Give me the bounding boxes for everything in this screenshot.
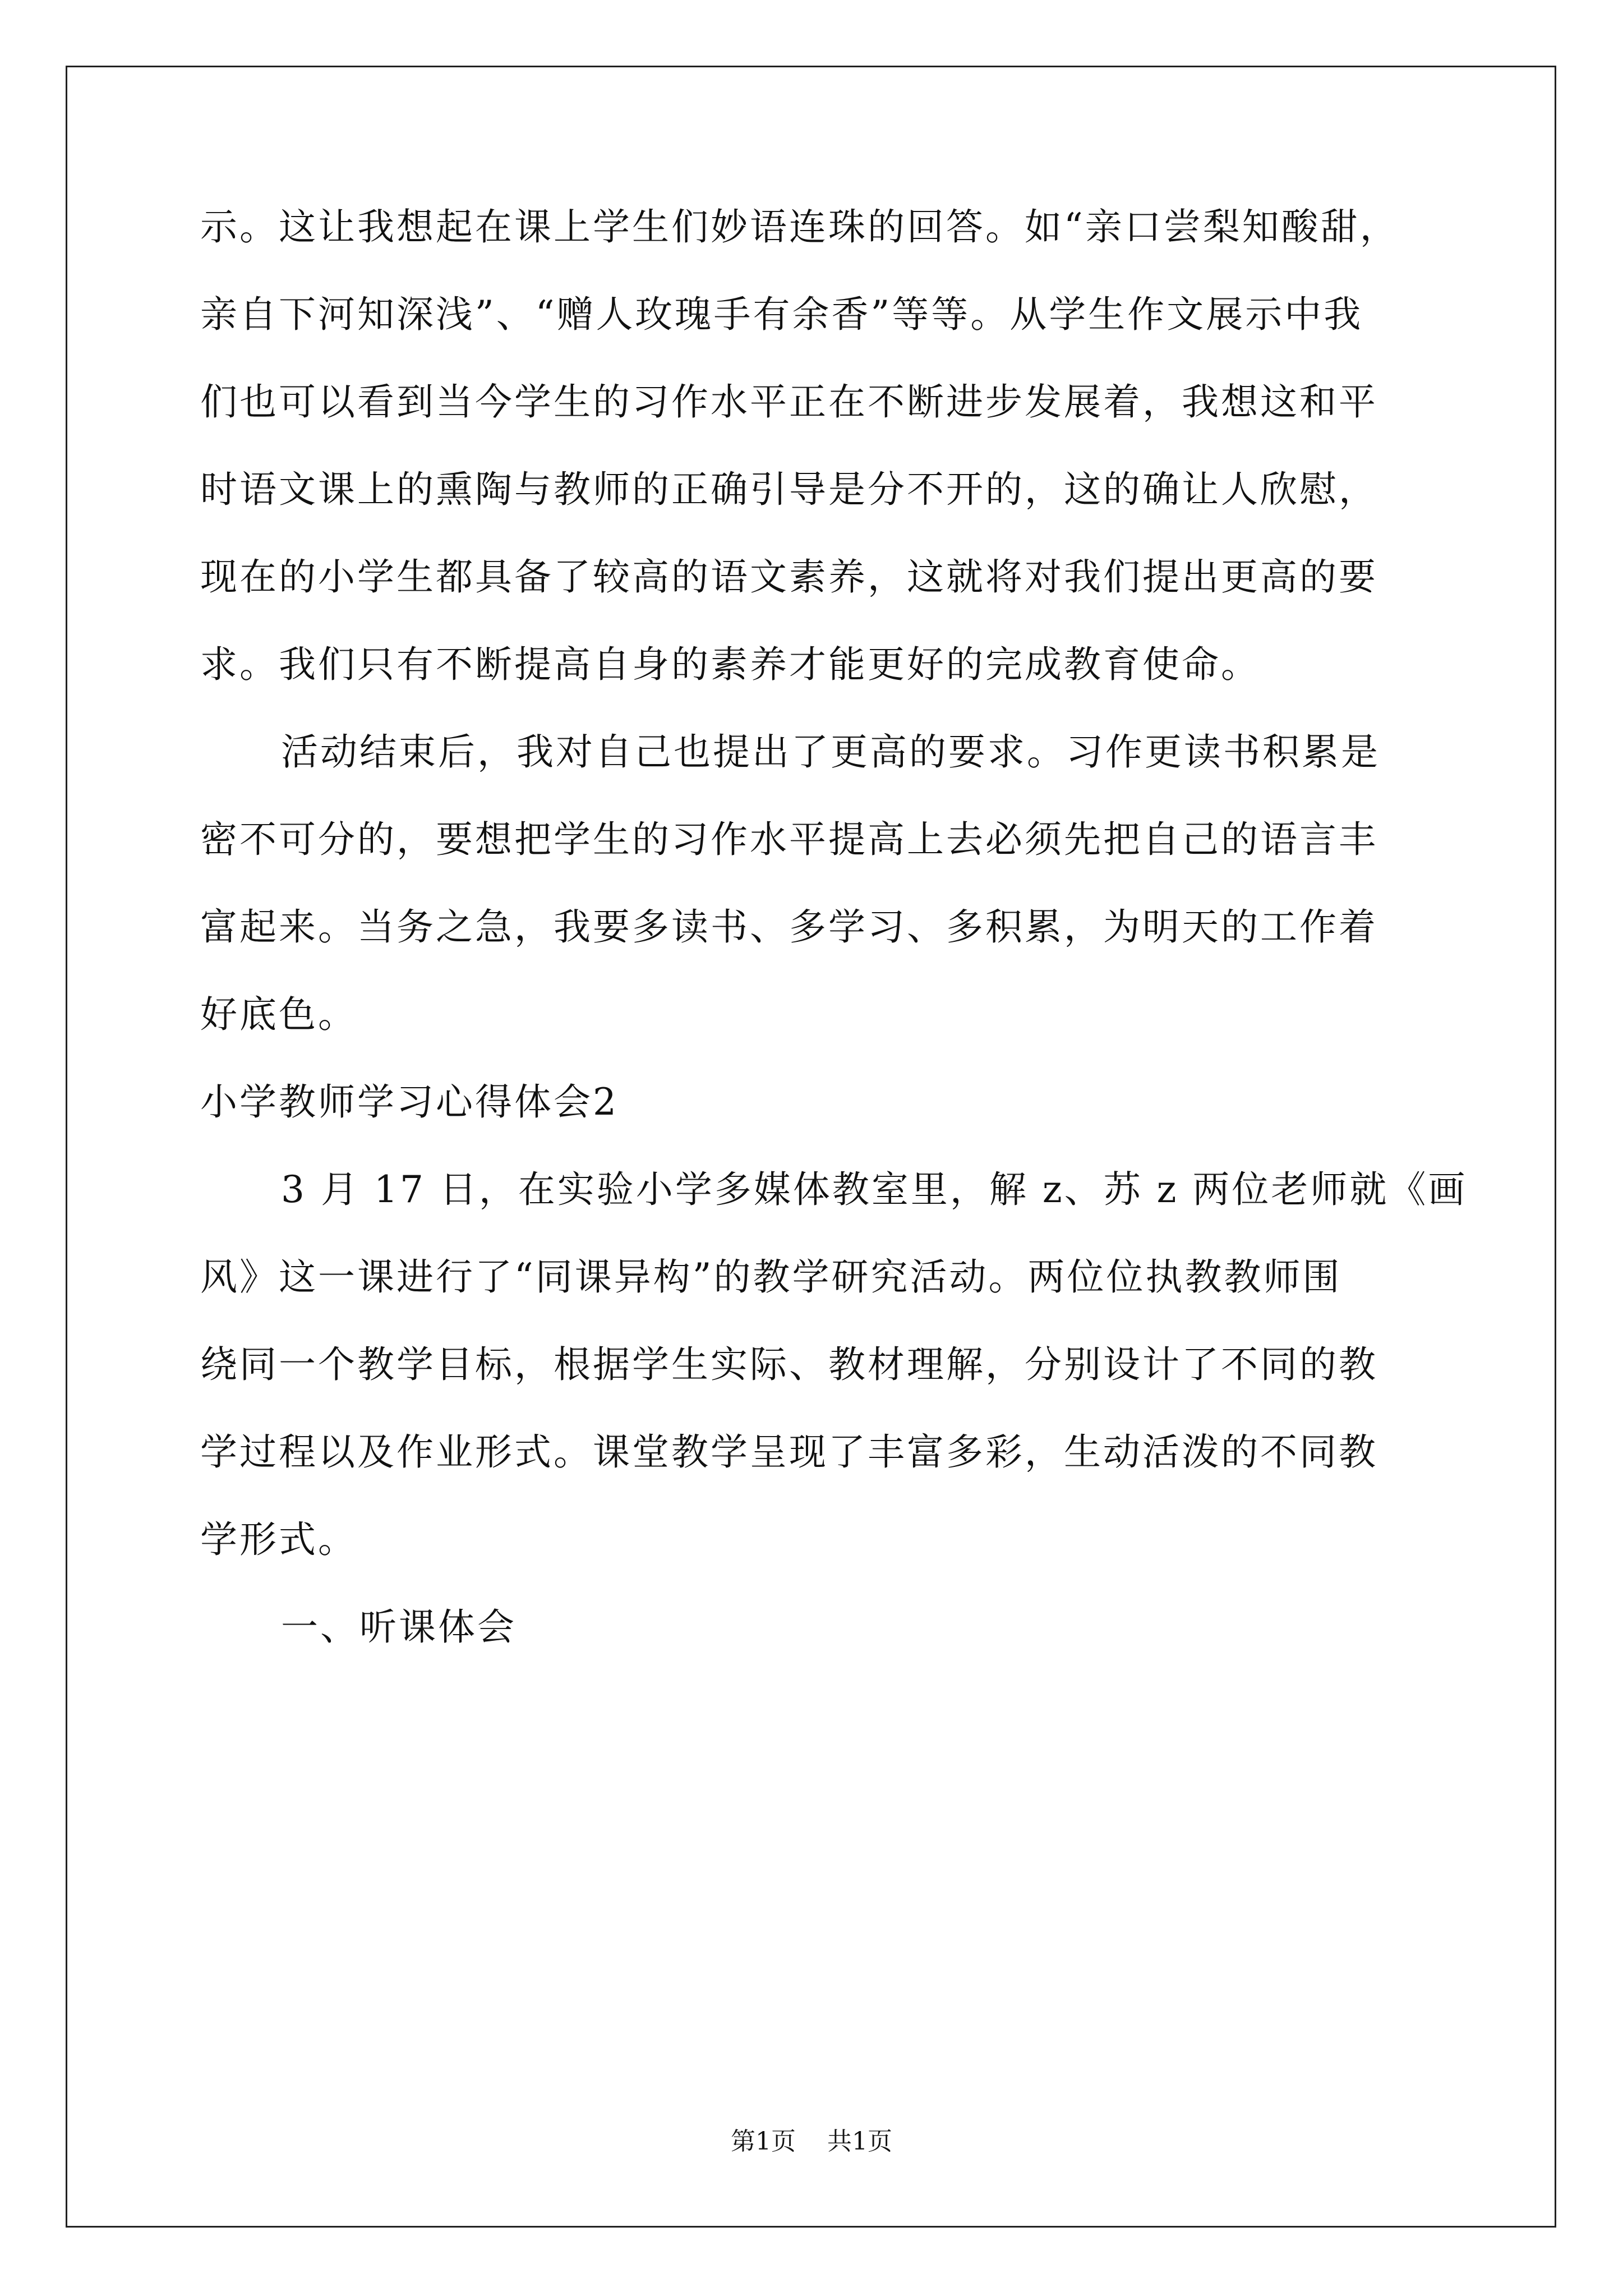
- paragraph-1-line-3: 们也可以看到当今学生的习作水平正在不断进步发展着，我想这和平: [200, 380, 1378, 424]
- paragraph-2-line-3: 富起来。当务之急，我要多读书、多学习、多积累，为明天的工作着: [200, 905, 1378, 949]
- paragraph-3-line-1: 3 月 17 日，在实验小学多媒体教室里，解 z、苏 z 两位老师就《画: [281, 1168, 1468, 1211]
- paragraph-1-line-1: 示。这让我想起在课上学生们妙语连珠的回答。如“亲口尝梨知酸甜，: [200, 205, 1399, 249]
- section-title: 小学教师学习心得体会2: [200, 1080, 619, 1124]
- subheading: 一、听课体会: [281, 1605, 517, 1649]
- paragraph-2-line-4: 好底色。: [200, 993, 357, 1036]
- paragraph-3-line-5: 学形式。: [200, 1518, 357, 1561]
- page-number-total: 共1页: [827, 2127, 892, 2156]
- paragraph-3-line-4: 学过程以及作业形式。课堂教学呈现了丰富多彩，生动活泼的不同教: [200, 1430, 1378, 1474]
- paragraph-1-line-5: 现在的小学生都具备了较高的语文素养，这就将对我们提出更高的要: [200, 555, 1378, 599]
- paragraph-1-line-4: 时语文课上的熏陶与教师的正确引导是分不开的，这的确让人欣慰，: [200, 468, 1378, 511]
- page-number-current: 第1页: [731, 2127, 796, 2156]
- paragraph-1-line-6: 求。我们只有不断提高自身的素养才能更好的完成教育使命。: [200, 643, 1260, 686]
- paragraph-3-line-2: 风》这一课进行了“同课异构”的教学研究活动。两位位执教教师围: [200, 1255, 1342, 1299]
- page-footer: [0, 2125, 1623, 2159]
- paragraph-3-line-3: 绕同一个教学目标，根据学生实际、教材理解，分别设计了不同的教: [200, 1343, 1378, 1386]
- paragraph-2-line-1: 活动结束后，我对自己也提出了更高的要求。习作更读书积累是: [281, 730, 1380, 774]
- paragraph-1-line-2: 亲自下河知深浅”、“赠人玫瑰手有余香”等等。从学生作文展示中我: [200, 293, 1363, 336]
- paragraph-2-line-2: 密不可分的，要想把学生的习作水平提高上去必须先把自己的语言丰: [200, 818, 1378, 861]
